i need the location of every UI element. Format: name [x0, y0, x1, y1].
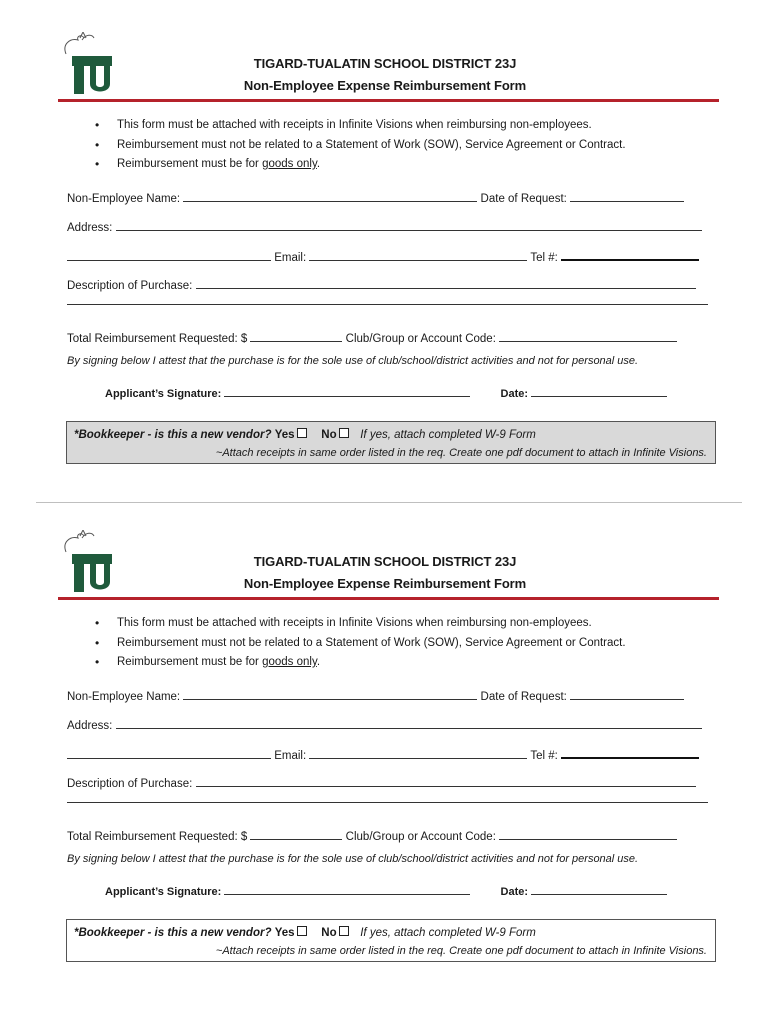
- bookkeeper-question: *Bookkeeper - is this a new vendor?: [74, 927, 272, 939]
- club-label: Club/Group or Account Code:: [345, 333, 496, 345]
- receipts-note: ~Attach receipts in same order listed in the req. Create one pdf document to attach in Infinite Visions.: [215, 447, 707, 459]
- signature-row: [105, 386, 667, 400]
- no-label: No: [321, 927, 337, 939]
- description-field-line2[interactable]: [67, 304, 708, 305]
- address-row: [67, 220, 702, 234]
- email-label: Email:: [274, 750, 307, 762]
- no-checkbox[interactable]: [339, 428, 349, 438]
- email-label: Email:: [274, 252, 307, 264]
- signature-field[interactable]: [224, 884, 470, 895]
- form-title: Non-Employee Expense Reimbursement Form: [243, 78, 527, 93]
- district-name: TIGARD-TUALATIN SCHOOL DISTRICT 23J: [253, 56, 517, 71]
- date-request-label: Date of Request:: [480, 193, 567, 205]
- w9-instruction: If yes, attach completed W-9 Form: [360, 429, 536, 441]
- yes-checkbox[interactable]: [297, 428, 307, 438]
- email-field[interactable]: [309, 250, 527, 261]
- bookkeeper-line: [74, 926, 536, 939]
- address-row: [67, 718, 702, 732]
- date-request-field[interactable]: [570, 191, 684, 202]
- club-field[interactable]: [499, 829, 677, 840]
- signature-label: Applicant’s Signature:: [105, 388, 222, 400]
- no-checkbox[interactable]: [339, 926, 349, 936]
- bookkeeper-box: [66, 421, 716, 464]
- name-label: Non-Employee Name:: [67, 193, 181, 205]
- w9-instruction: If yes, attach completed W-9 Form: [360, 927, 536, 939]
- name-row: [67, 191, 684, 205]
- description-field[interactable]: [196, 278, 696, 289]
- instruction-item: • Reimbursement must not be related to a Statement of Work (SOW), Service Agreement or Contract.: [95, 635, 626, 650]
- club-field[interactable]: [499, 331, 677, 342]
- total-field[interactable]: [250, 829, 342, 840]
- bookkeeper-line: [74, 428, 536, 441]
- address-field[interactable]: [116, 220, 702, 231]
- bookkeeper-question: *Bookkeeper - is this a new vendor?: [74, 429, 272, 441]
- tel-field[interactable]: [561, 249, 699, 261]
- signature-date-field[interactable]: [531, 386, 667, 397]
- tel-label: Tel #:: [530, 252, 558, 264]
- signature-date-field[interactable]: [531, 884, 667, 895]
- name-field[interactable]: [183, 689, 477, 700]
- bookkeeper-box: [66, 919, 716, 962]
- receipts-note: ~Attach receipts in same order listed in the req. Create one pdf document to attach in Infinite Visions.: [215, 945, 707, 957]
- description-label: Description of Purchase:: [67, 778, 193, 790]
- total-field[interactable]: [250, 331, 342, 342]
- title-divider: [58, 99, 719, 102]
- address-line2-field[interactable]: [67, 250, 271, 261]
- name-field[interactable]: [183, 191, 477, 202]
- yes-label: Yes: [274, 927, 295, 939]
- description-field[interactable]: [196, 776, 696, 787]
- date-request-label: Date of Request:: [480, 691, 567, 703]
- contact-row: [67, 747, 699, 762]
- description-field-line2[interactable]: [67, 802, 708, 803]
- no-label: No: [321, 429, 337, 441]
- instruction-item: • Reimbursement must be for goods only.: [95, 157, 321, 171]
- signature-label: Applicant’s Signature:: [105, 886, 222, 898]
- address-label: Address:: [67, 222, 113, 234]
- attestation-text: By signing below I attest that the purchase is for the sole use of club/school/district activities and not for personal use.: [67, 355, 639, 367]
- yes-checkbox[interactable]: [297, 926, 307, 936]
- email-field[interactable]: [309, 748, 527, 759]
- instructions-list: [95, 116, 626, 175]
- reimbursement-form-top: [0, 0, 770, 480]
- district-name: TIGARD-TUALATIN SCHOOL DISTRICT 23J: [253, 554, 517, 569]
- total-row: [67, 331, 677, 345]
- instruction-item: • Reimbursement must not be related to a Statement of Work (SOW), Service Agreement or Contract.: [95, 137, 626, 152]
- description-row: [67, 278, 696, 292]
- tel-field[interactable]: [561, 747, 699, 759]
- total-row: [67, 829, 677, 843]
- tel-label: Tel #:: [530, 750, 558, 762]
- yes-label: Yes: [274, 429, 295, 441]
- signature-field[interactable]: [224, 386, 470, 397]
- name-label: Non-Employee Name:: [67, 691, 181, 703]
- total-label: Total Reimbursement Requested: $: [67, 831, 248, 843]
- form-title: Non-Employee Expense Reimbursement Form: [243, 576, 527, 591]
- address-field[interactable]: [116, 718, 702, 729]
- instruction-item: • This form must be attached with receipts in Infinite Visions when reimbursing non-employees.: [95, 616, 592, 630]
- instruction-item: • This form must be attached with receipts in Infinite Visions when reimbursing non-employees.: [95, 118, 592, 132]
- title-divider: [58, 597, 719, 600]
- attestation-text: By signing below I attest that the purchase is for the sole use of club/school/district activities and not for personal use.: [67, 853, 639, 865]
- instructions-list: [95, 614, 626, 673]
- contact-row: [67, 249, 699, 264]
- address-label: Address:: [67, 720, 113, 732]
- club-label: Club/Group or Account Code:: [345, 831, 496, 843]
- description-row: [67, 776, 696, 790]
- address-line2-field[interactable]: [67, 748, 271, 759]
- total-label: Total Reimbursement Requested: $: [67, 333, 248, 345]
- signature-row: [105, 884, 667, 898]
- signature-date-label: Date:: [500, 886, 529, 898]
- reimbursement-form-bottom: [0, 498, 770, 978]
- name-row: [67, 689, 684, 703]
- date-request-field[interactable]: [570, 689, 684, 700]
- instruction-item: • Reimbursement must be for goods only.: [95, 655, 321, 669]
- signature-date-label: Date:: [500, 388, 529, 400]
- description-label: Description of Purchase:: [67, 280, 193, 292]
